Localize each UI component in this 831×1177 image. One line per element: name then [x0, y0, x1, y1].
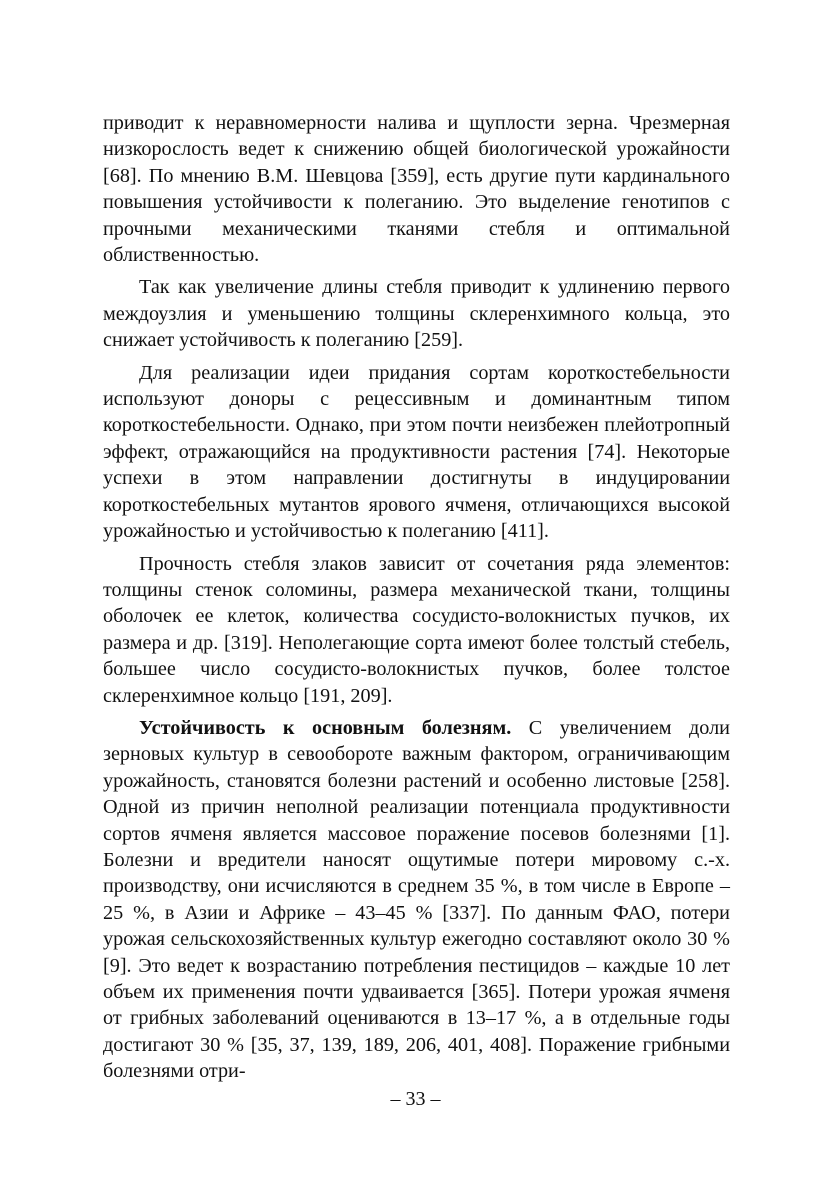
- section-heading-disease-resistance: Устойчивость к основным болезням.: [139, 716, 512, 739]
- paragraph-2: Так как увеличение длины стебля приводит к удлинению первого междоузлия и уменьшению толщины склеренхимного кольца, это снижает устойчивость к полеганию [259].: [103, 276, 730, 352]
- paragraph-5-body: С увеличением доли зерновых культур в севообороте важным фактором, ограничивающим урожайность, становятся болезни растений и особенно листовые [258]. Одной из причин неполной реализации потенциала продуктивности сортов ячменя является массовое поражение посевов болезнями [1]. Болезни и вредители наносят ощутимые потери мировому с.-х. производству, они исчисляются в среднем 35 %, в том числе в Европе – 25 %, в Азии и Африке – 43–45 % [337]. По данным ФАО, потери урожая сельскохозяйственных культур ежегодно составляют около 30 % [9]. Это ведет к возрастанию потребления пестицидов – каждые 10 лет объем их применения почти удваивается [365]. Потери урожая ячменя от грибных заболеваний оцениваются в 13–17 %, а в отдельные годы достигают 30 % [35, 37, 139, 189, 206, 401, 408]. Поражение грибными болезнями отри-: [103, 716, 730, 1083]
- paragraph-4: Прочность стебля злаков зависит от сочетания ряда элементов: толщины стенок соломины, размера механической ткани, толщины оболочек ее клеток, количества сосудисто-волокнистых пучков, их размера и др. [319]. Неполегающие сорта имеют более толстый стебель, большее число сосудисто-волокнистых пучков, более толстое склеренхимное кольцо [191, 209].: [103, 552, 730, 707]
- paragraph-3: Для реализации идеи придания сортам короткостебельности используют доноры с рецессивным и доминантным типом короткостебельности. Однако, при этом почти неизбежен плейотропный эффект, отражающийся на продуктивности растения [74]. Некоторые успехи в этом направлении достигнуты в индуцировании короткостебельных мутантов ярового ячменя, отличающихся высокой урожайностью и устойчивостью к полеганию [411].: [103, 361, 730, 543]
- paragraph-5: [103, 715, 730, 1085]
- page-body: [103, 110, 730, 1091]
- page-number: – 33 –: [390, 1088, 441, 1110]
- paragraph-1: приводит к неравномерности налива и щуплости зерна. Чрезмерная низкорослость ведет к снижению общей биологической урожайности [68]. По мнению В.М. Шевцова [359], есть другие пути кардинального повышения устойчивости к полеганию. Это выделение генотипов с прочными механическими тканями стебля и оптимальной облиственностью.: [103, 112, 730, 267]
